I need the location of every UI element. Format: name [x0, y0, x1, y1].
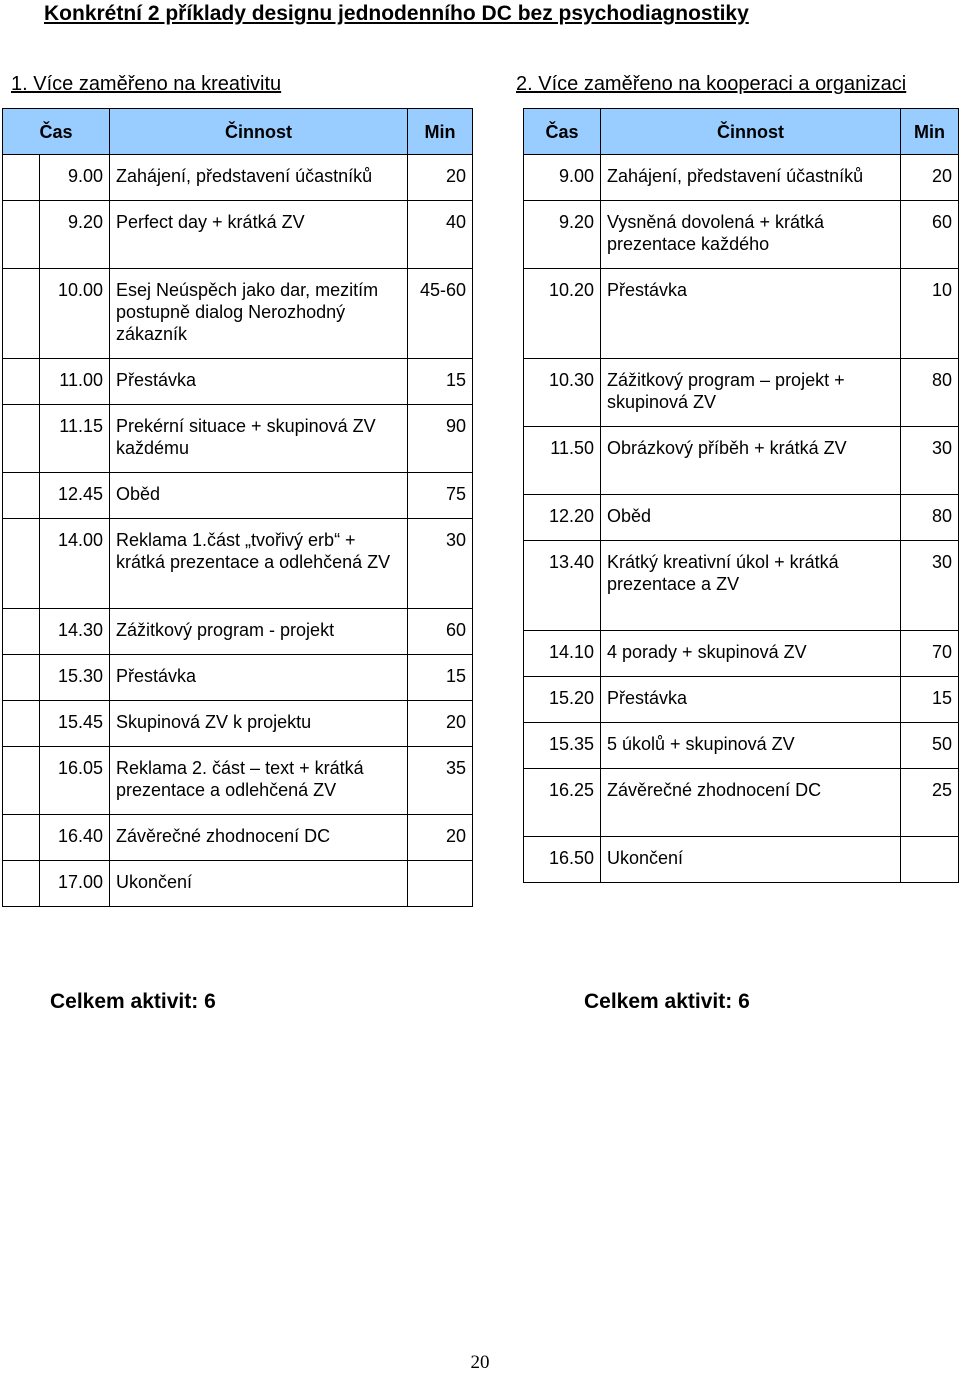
minutes-cell [408, 861, 473, 907]
right-schedule-table [523, 108, 959, 883]
table-row [3, 519, 473, 609]
left-schedule-body [3, 155, 473, 907]
row-spacer-cell [3, 359, 40, 405]
time-cell: 16.50 [524, 837, 601, 883]
activity-cell: Ukončení [110, 861, 408, 907]
header-minutes: Min [408, 109, 473, 155]
row-spacer-cell [3, 861, 40, 907]
table-row [524, 269, 959, 359]
row-spacer-cell [3, 519, 40, 609]
table-row [3, 609, 473, 655]
minutes-cell: 15 [901, 677, 959, 723]
row-spacer-cell [3, 405, 40, 473]
time-cell: 11.00 [40, 359, 110, 405]
left-plan-heading: 1. Více zaměřeno na kreativitu [11, 73, 282, 95]
right-plan-heading: 2. Více zaměřeno na kooperaci a organizaci [516, 73, 907, 95]
minutes-cell: 50 [901, 723, 959, 769]
minutes-cell: 10 [901, 269, 959, 359]
table-row [3, 269, 473, 359]
activity-cell: Ukončení [601, 837, 901, 883]
left-schedule-table [2, 108, 473, 907]
activity-cell: 5 úkolů + skupinová ZV [601, 723, 901, 769]
table-row [524, 495, 959, 541]
minutes-cell [901, 837, 959, 883]
activity-cell: Oběd [110, 473, 408, 519]
minutes-cell: 30 [901, 541, 959, 631]
minutes-cell: 30 [901, 427, 959, 495]
table-row [3, 155, 473, 201]
row-spacer-cell [3, 269, 40, 359]
table-header-row [3, 109, 473, 155]
activity-cell: Vysněná dovolená + krátká prezentace každého [601, 201, 901, 269]
table-header-row [524, 109, 959, 155]
minutes-cell: 60 [901, 201, 959, 269]
table-row [524, 837, 959, 883]
right-schedule-body [524, 155, 959, 883]
row-spacer-cell [3, 747, 40, 815]
minutes-cell: 35 [408, 747, 473, 815]
time-cell: 10.30 [524, 359, 601, 427]
table-row [3, 861, 473, 907]
time-cell: 11.50 [524, 427, 601, 495]
minutes-cell: 70 [901, 631, 959, 677]
time-cell: 9.00 [524, 155, 601, 201]
activity-cell: Obrázkový příběh + krátká ZV [601, 427, 901, 495]
table-row [3, 701, 473, 747]
minutes-cell: 75 [408, 473, 473, 519]
time-cell: 15.35 [524, 723, 601, 769]
activity-cell: Přestávka [601, 677, 901, 723]
table-row [3, 473, 473, 519]
time-cell: 15.20 [524, 677, 601, 723]
table-row [524, 201, 959, 269]
activity-cell: Zážitkový program – projekt + skupinová ZV [601, 359, 901, 427]
minutes-cell: 15 [408, 655, 473, 701]
activity-cell: Závěrečné zhodnocení DC [601, 769, 901, 837]
row-spacer-cell [3, 701, 40, 747]
table-row [524, 677, 959, 723]
minutes-cell: 20 [408, 155, 473, 201]
time-cell: 9.20 [524, 201, 601, 269]
time-cell: 16.25 [524, 769, 601, 837]
left-total-activities: Celkem aktivit: 6 [50, 990, 216, 1013]
table-row [3, 201, 473, 269]
time-cell: 10.00 [40, 269, 110, 359]
activity-cell: Esej Neúspěch jako dar, mezitím postupně dialog Nerozhodný zákazník [110, 269, 408, 359]
header-minutes: Min [901, 109, 959, 155]
header-time: Čas [3, 109, 110, 155]
activity-cell: Závěrečné zhodnocení DC [110, 815, 408, 861]
minutes-cell: 90 [408, 405, 473, 473]
table-row [524, 541, 959, 631]
minutes-cell: 60 [408, 609, 473, 655]
time-cell: 9.00 [40, 155, 110, 201]
time-cell: 14.30 [40, 609, 110, 655]
activity-cell: 4 porady + skupinová ZV [601, 631, 901, 677]
time-cell: 15.30 [40, 655, 110, 701]
time-cell: 11.15 [40, 405, 110, 473]
time-cell: 9.20 [40, 201, 110, 269]
time-cell: 12.45 [40, 473, 110, 519]
activity-cell: Zahájení, představení účastníků [601, 155, 901, 201]
row-spacer-cell [3, 655, 40, 701]
activity-cell: Přestávka [110, 655, 408, 701]
time-cell: 16.05 [40, 747, 110, 815]
minutes-cell: 80 [901, 495, 959, 541]
minutes-cell: 25 [901, 769, 959, 837]
activity-cell: Krátký kreativní úkol + krátká prezentace a ZV [601, 541, 901, 631]
table-row [3, 655, 473, 701]
time-cell: 10.20 [524, 269, 601, 359]
activity-cell: Přestávka [601, 269, 901, 359]
right-total-activities: Celkem aktivit: 6 [584, 990, 750, 1013]
activity-cell: Reklama 1.část „tvořivý erb“ + krátká prezentace a odlehčená ZV [110, 519, 408, 609]
table-row [3, 747, 473, 815]
minutes-cell: 40 [408, 201, 473, 269]
header-activity: Činnost [601, 109, 901, 155]
table-row [524, 769, 959, 837]
minutes-cell: 45-60 [408, 269, 473, 359]
time-cell: 13.40 [524, 541, 601, 631]
time-cell: 14.00 [40, 519, 110, 609]
activity-cell: Zážitkový program - projekt [110, 609, 408, 655]
header-time: Čas [524, 109, 601, 155]
time-cell: 17.00 [40, 861, 110, 907]
table-row [3, 815, 473, 861]
header-activity: Činnost [110, 109, 408, 155]
minutes-cell: 20 [901, 155, 959, 201]
minutes-cell: 20 [408, 815, 473, 861]
page-number: 20 [470, 1352, 490, 1373]
minutes-cell: 30 [408, 519, 473, 609]
activity-cell: Perfect day + krátká ZV [110, 201, 408, 269]
table-row [3, 359, 473, 405]
activity-cell: Přestávka [110, 359, 408, 405]
row-spacer-cell [3, 473, 40, 519]
table-row [524, 427, 959, 495]
time-cell: 12.20 [524, 495, 601, 541]
table-row [3, 405, 473, 473]
row-spacer-cell [3, 609, 40, 655]
time-cell: 16.40 [40, 815, 110, 861]
time-cell: 14.10 [524, 631, 601, 677]
minutes-cell: 15 [408, 359, 473, 405]
activity-cell: Oběd [601, 495, 901, 541]
table-row [524, 631, 959, 677]
row-spacer-cell [3, 155, 40, 201]
page-title: Konkrétní 2 příklady designu jednodenního DC bez psychodiagnostiky [44, 2, 749, 25]
minutes-cell: 80 [901, 359, 959, 427]
table-row [524, 723, 959, 769]
row-spacer-cell [3, 201, 40, 269]
table-row [524, 155, 959, 201]
activity-cell: Reklama 2. část – text + krátká prezentace a odlehčená ZV [110, 747, 408, 815]
activity-cell: Prekérní situace + skupinová ZV každému [110, 405, 408, 473]
row-spacer-cell [3, 815, 40, 861]
minutes-cell: 20 [408, 701, 473, 747]
table-row [524, 359, 959, 427]
activity-cell: Skupinová ZV k projektu [110, 701, 408, 747]
time-cell: 15.45 [40, 701, 110, 747]
activity-cell: Zahájení, představení účastníků [110, 155, 408, 201]
